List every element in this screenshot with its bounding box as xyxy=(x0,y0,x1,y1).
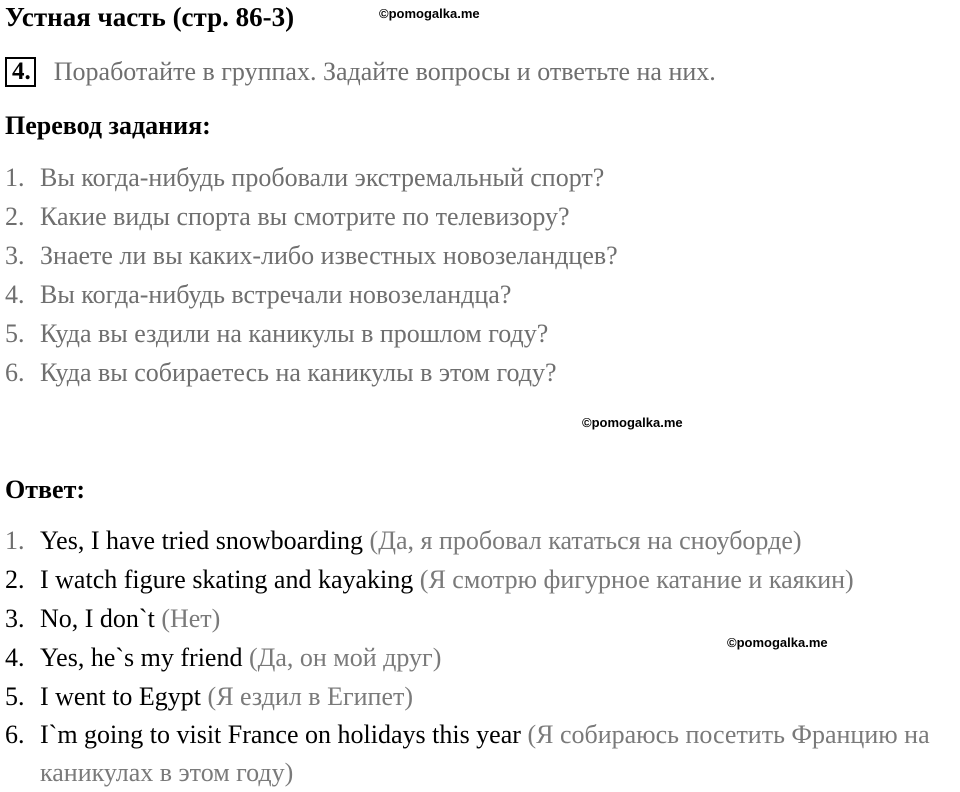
item-number: 6. xyxy=(5,720,25,749)
answer-russian: (Да, я пробовал кататься на сноуборде) xyxy=(369,526,802,555)
item-number: 2. xyxy=(5,565,25,594)
list-item xyxy=(5,521,960,560)
item-text: Вы когда-нибудь встречали новозеландца? xyxy=(40,280,512,309)
page-title: Устная часть (стр. 86-3) xyxy=(5,2,295,32)
answer-russian: (Я ездил в Египет) xyxy=(207,682,414,711)
list-item xyxy=(5,560,960,599)
item-text: Вы когда-нибудь пробовали экстремальный спорт? xyxy=(40,163,605,192)
watermark: ©pomogalka.me xyxy=(379,6,480,21)
list-item xyxy=(5,314,618,353)
item-text: Куда вы ездили на каникулы в прошлом году? xyxy=(40,319,549,348)
list-item xyxy=(5,353,618,392)
item-number: 1. xyxy=(5,163,25,192)
list-item xyxy=(5,197,618,236)
answer-english: Yes, he`s my friend xyxy=(40,643,243,672)
task-text: Поработайте в группах. Задайте вопросы и ответьте на них. xyxy=(53,57,716,86)
translation-list xyxy=(5,158,618,392)
watermark: ©pomogalka.me xyxy=(727,635,828,650)
answer-list xyxy=(5,521,960,792)
answer-heading: Ответ: xyxy=(5,475,86,504)
item-text: Куда вы собираетесь на каникулы в этом году? xyxy=(40,358,557,387)
item-number: 2. xyxy=(5,202,25,231)
item-number: 3. xyxy=(5,604,25,633)
list-item xyxy=(5,677,960,716)
answer-russian: (Я собираюсь посетить Францию на каникулах в этом году) xyxy=(40,720,930,787)
task-number: 4. xyxy=(5,57,36,87)
item-text: Какие виды спорта вы смотрите по телевизору? xyxy=(40,202,570,231)
answer-russian: (Нет) xyxy=(161,604,221,633)
list-item xyxy=(5,716,960,792)
list-item xyxy=(5,158,618,197)
translation-heading: Перевод задания: xyxy=(5,111,211,140)
list-item xyxy=(5,275,618,314)
answer-russian: (Да, он мой друг) xyxy=(248,643,442,672)
answer-english: No, I don`t xyxy=(40,604,155,633)
item-number: 5. xyxy=(5,319,25,348)
item-number: 4. xyxy=(5,643,25,672)
answer-english: Yes, I have tried snowboarding xyxy=(40,526,364,555)
task-row xyxy=(5,55,716,89)
answer-english: I went to Egypt xyxy=(40,682,202,711)
answer-russian: (Я смотрю фигурное катание и каякин) xyxy=(419,565,854,594)
item-number: 5. xyxy=(5,682,25,711)
watermark: ©pomogalka.me xyxy=(582,415,683,430)
answer-english: I`m going to visit France on holidays this year xyxy=(40,720,521,749)
list-item xyxy=(5,599,960,638)
item-number: 6. xyxy=(5,358,25,387)
item-number: 3. xyxy=(5,241,25,270)
list-item xyxy=(5,236,618,275)
answer-english: I watch figure skating and kayaking xyxy=(40,565,414,594)
item-number: 1. xyxy=(5,526,25,555)
item-text: Знаете ли вы каких-либо известных новозеландцев? xyxy=(40,241,618,270)
item-number: 4. xyxy=(5,280,25,309)
